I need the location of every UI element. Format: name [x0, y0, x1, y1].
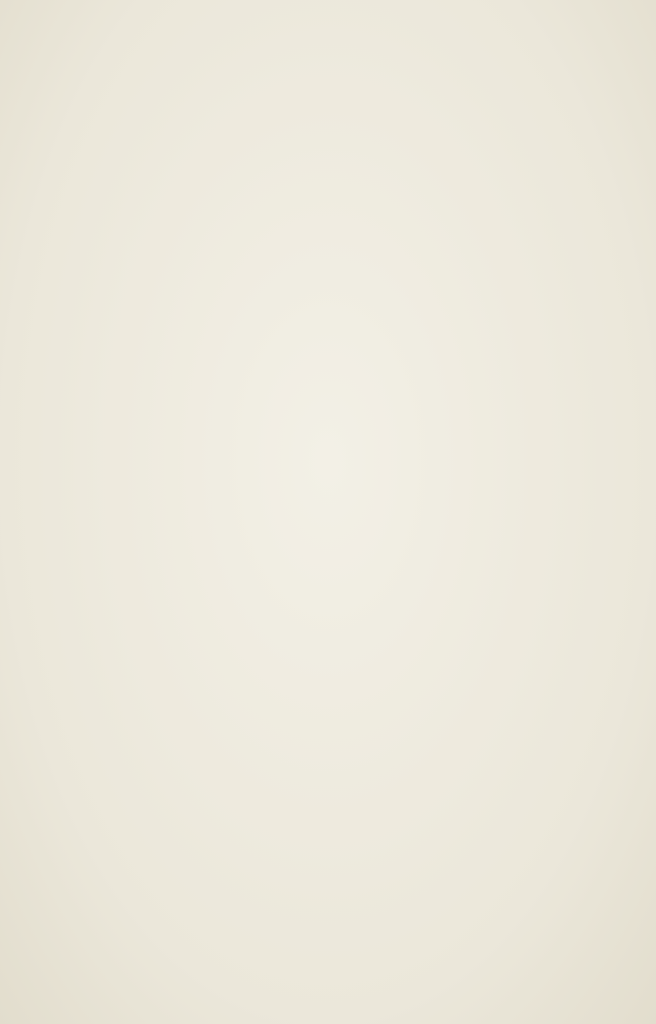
- top-text-block: [106, 96, 586, 548]
- bottom-text-block: [106, 568, 586, 974]
